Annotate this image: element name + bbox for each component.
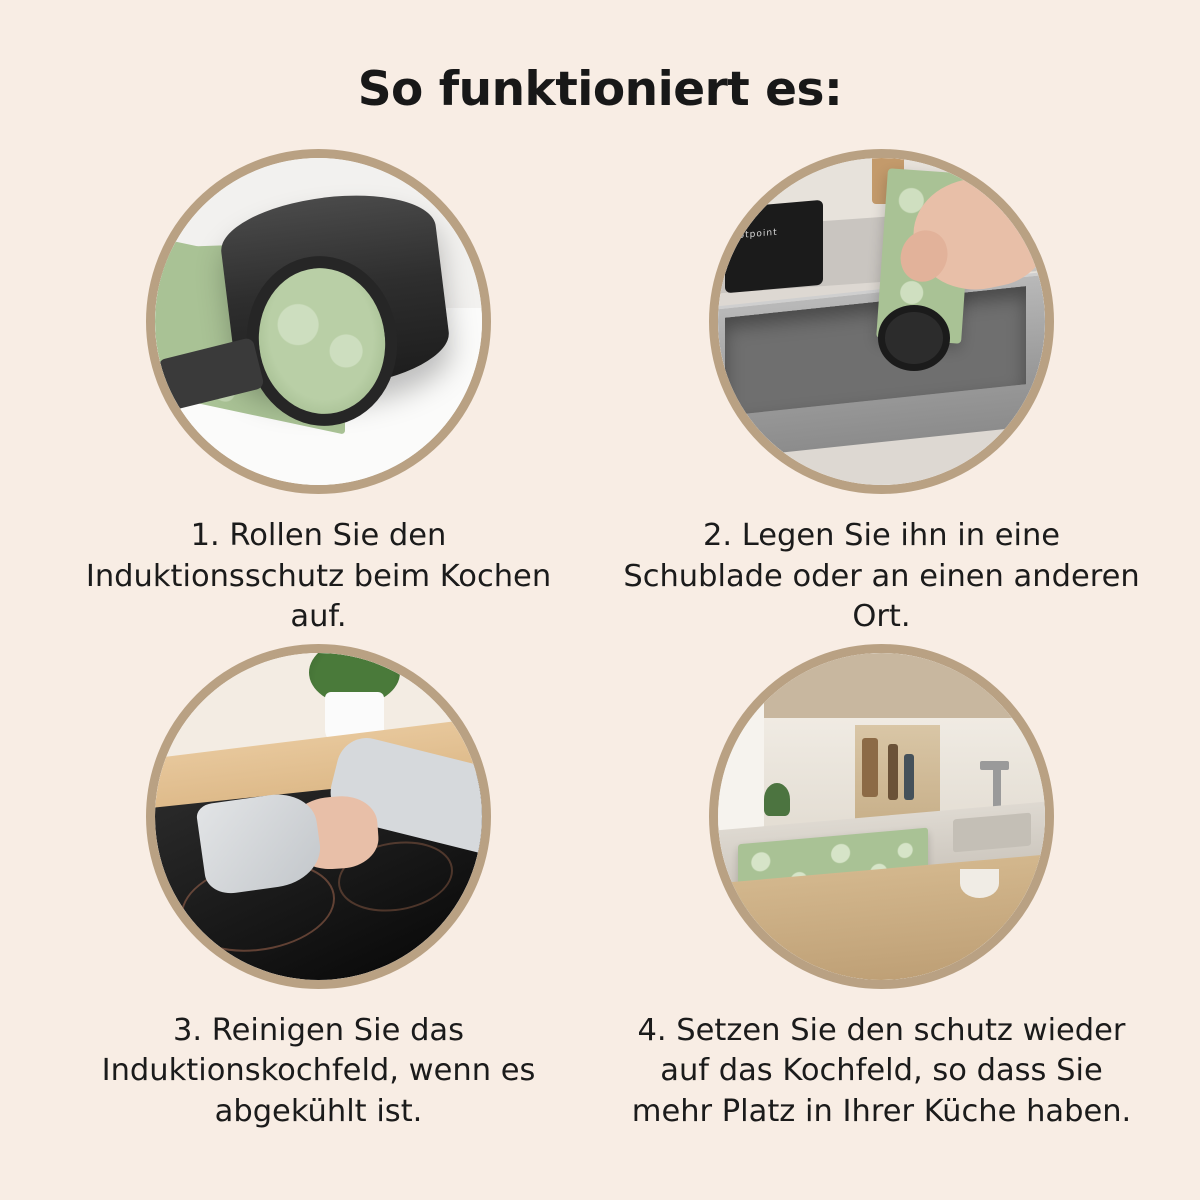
mat-in-drawer-photo — [718, 158, 1045, 485]
step-4-image-frame — [709, 644, 1054, 989]
step-1-image-frame — [146, 149, 491, 494]
step-1-caption: 1. Rollen Sie den Induktionsschutz beim Kochen auf. — [85, 518, 552, 635]
step-1 — [44, 149, 593, 638]
step-2-caption: 2. Legen Sie ihn in eine Schublade oder an einen anderen Ort. — [623, 518, 1140, 635]
scene4-bottle-large — [888, 744, 898, 800]
page-title: So funktioniert es: — [357, 62, 843, 117]
scene2-control-panel — [725, 199, 823, 293]
scene4-bowl — [960, 869, 999, 898]
scene2-mat-roll-end — [878, 305, 950, 370]
step-3 — [44, 644, 593, 1133]
step-3-caption: 3. Reinigen Sie das Induktionskochfeld, wenn es abgekühlt ist. — [101, 1012, 536, 1129]
scene4-potted-plant — [764, 783, 790, 816]
steps-grid — [0, 117, 1200, 1132]
scene2-brand-label: Hotpoint — [730, 227, 778, 242]
step-4-caption: 4. Setzen Sie den schutz wieder auf das Kochfeld, so dass Sie mehr Platz in Ihrer Küche haben. — [631, 1012, 1132, 1129]
rolled-induction-mat-photo — [155, 158, 482, 485]
step-4 — [607, 644, 1156, 1133]
mat-on-hob-kitchen-photo — [718, 653, 1045, 980]
scene4-upper-cabinets — [738, 653, 1045, 725]
step-2-image-frame — [709, 149, 1054, 494]
scene4-cutting-board — [862, 738, 878, 797]
cleaning-hob-photo — [155, 653, 482, 980]
scene4-bottle-small — [904, 754, 914, 800]
step-3-image-frame — [146, 644, 491, 989]
step-2 — [607, 149, 1156, 638]
